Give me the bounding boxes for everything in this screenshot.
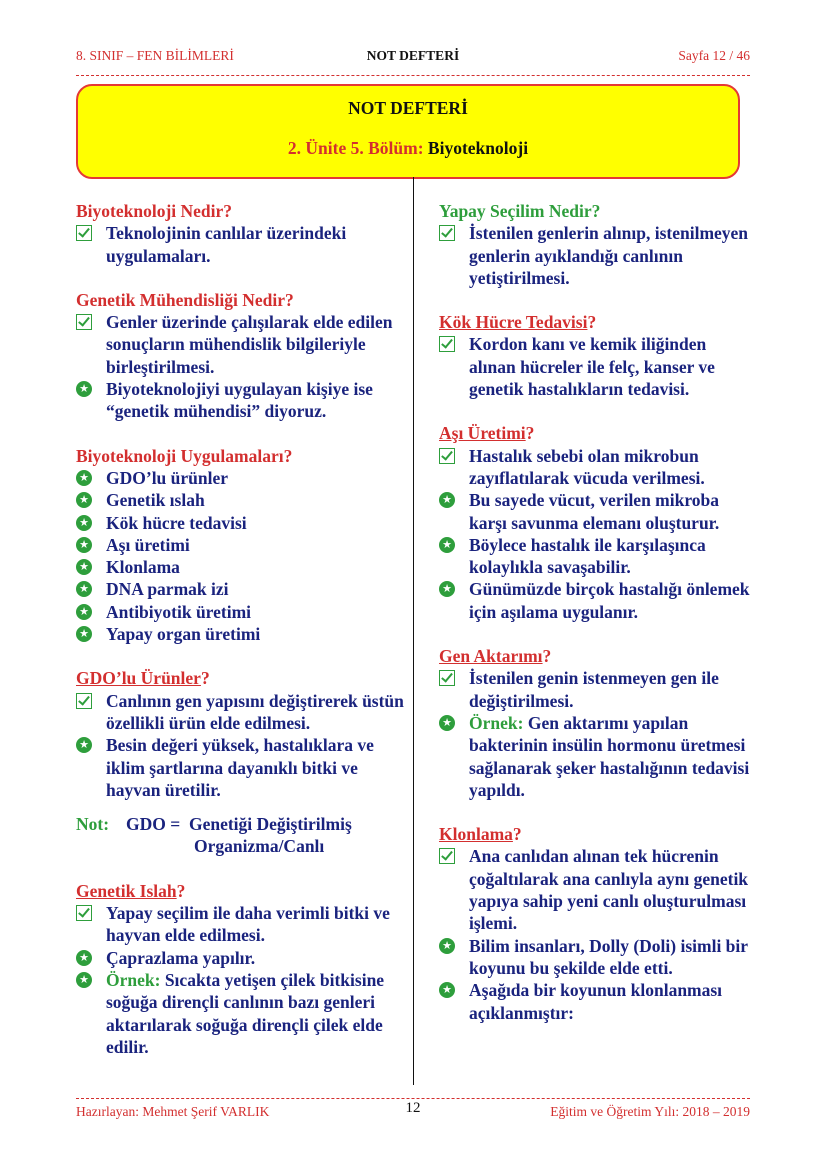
checkbox-icon bbox=[76, 693, 92, 709]
checkbox-icon bbox=[76, 225, 92, 241]
unit-label: 2. Ünite 5. Bölüm: bbox=[287, 138, 424, 158]
list-item: ★ Genetik ıslah bbox=[76, 489, 406, 511]
section-heading: Gen Aktarımı? bbox=[439, 646, 552, 667]
list-item: İstenilen genlerin alınıp, istenilmeyen genlerin ayıklandığı canlının yetiştirilmesi. bbox=[439, 222, 754, 289]
footer-author: Hazırlayan: Mehmet Şerif VARLIK bbox=[76, 1104, 270, 1119]
star-icon: ★ bbox=[76, 381, 92, 397]
page-header bbox=[76, 48, 750, 66]
example-label: Örnek: bbox=[469, 712, 524, 733]
footer-page-number: 12 bbox=[405, 1100, 421, 1116]
list-item: Hastalık sebebi olan mikrobun zayıflatılarak vücuda verilmesi. bbox=[439, 445, 754, 490]
list-item: ★ Kök hücre tedavisi bbox=[76, 512, 406, 534]
section-heading: Kök Hücre Tedavisi? bbox=[439, 312, 597, 333]
star-icon: ★ bbox=[76, 581, 92, 597]
list-item: Ana canlıdan alınan tek hücrenin çoğaltılarak ana canlıyla aynı genetik yapıya sahip yeni canlı oluşturulması işlemi. bbox=[439, 845, 754, 934]
star-icon: ★ bbox=[439, 715, 455, 731]
title-unit bbox=[78, 138, 738, 159]
checkbox-icon bbox=[439, 848, 455, 864]
checkbox-icon bbox=[439, 670, 455, 686]
header-page-number: Sayfa 12 / 46 bbox=[678, 48, 750, 63]
list-item: Kordon kanı ve kemik iliğinden alınan hücreler ile felç, kanser ve genetik hastalıkların tedavisi. bbox=[439, 333, 754, 400]
title-box bbox=[76, 84, 740, 179]
list-item: ★ Örnek: Sıcakta yetişen çilek bitkisine soğuğa dirençli canlının bazı genleri aktarılarak soğuğa dirençli çilek elde edilir. bbox=[76, 969, 406, 1058]
list-item: ★ Antibiyotik üretimi bbox=[76, 601, 406, 623]
checkbox-icon bbox=[439, 448, 455, 464]
note-line-1: GDO = Genetiği Değiştirilmiş bbox=[126, 814, 352, 835]
list-item: ★ Aşağıda bir koyunun klonlanması açıklanmıştır: bbox=[439, 979, 754, 1024]
list-item: ★ Aşı üretimi bbox=[76, 534, 406, 556]
footer-year: Eğitim ve Öğretim Yılı: 2018 – 2019 bbox=[550, 1104, 750, 1119]
star-icon: ★ bbox=[76, 626, 92, 642]
checkbox-icon bbox=[76, 314, 92, 330]
section-heading: Yapay Seçilim Nedir? bbox=[439, 201, 601, 221]
list-item: ★ Günümüzde birçok hastalığı önlemek için aşılama uygulanır. bbox=[439, 578, 754, 623]
list-item: Genler üzerinde çalışılarak elde edilen sonuçların mühendislik bilgileriyle birleştirilmesi. bbox=[76, 311, 406, 378]
star-icon: ★ bbox=[76, 737, 92, 753]
section-heading: GDO’lu Ürünler? bbox=[76, 668, 210, 689]
list-item: ★ Yapay organ üretimi bbox=[76, 623, 406, 645]
section-heading: Biyoteknoloji Uygulamaları? bbox=[76, 445, 293, 466]
page-footer bbox=[76, 1100, 750, 1122]
list-item: Teknolojinin canlılar üzerindeki uygulamaları. bbox=[76, 222, 406, 267]
star-icon: ★ bbox=[439, 492, 455, 508]
list-item: ★ Çaprazlama yapılır. bbox=[76, 947, 406, 969]
note-label: Not: bbox=[76, 814, 110, 835]
list-item: Canlının gen yapısını değiştirerek üstün özellikli ürün elde edilmesi. bbox=[76, 690, 406, 735]
header-title: NOT DEFTERİ bbox=[366, 48, 460, 63]
left-column bbox=[76, 200, 406, 1058]
star-icon: ★ bbox=[439, 581, 455, 597]
example-label: Örnek: bbox=[106, 969, 161, 990]
checkbox-icon bbox=[439, 336, 455, 352]
note-line-2: Organizma/Canlı bbox=[194, 836, 325, 857]
column-divider bbox=[413, 177, 414, 1085]
section-heading: Biyoteknoloji Nedir? bbox=[76, 201, 233, 221]
star-icon: ★ bbox=[76, 604, 92, 620]
list-item: İstenilen genin istenmeyen gen ile değiştirilmesi. bbox=[439, 667, 754, 712]
title-main: NOT DEFTERİ bbox=[348, 98, 468, 118]
unit-name: Biyoteknoloji bbox=[427, 138, 529, 158]
star-icon: ★ bbox=[76, 515, 92, 531]
list-item: ★ Klonlama bbox=[76, 556, 406, 578]
star-icon: ★ bbox=[439, 982, 455, 998]
star-icon: ★ bbox=[76, 470, 92, 486]
list-item: ★ DNA parmak izi bbox=[76, 578, 406, 600]
section-heading: Genetik Islah? bbox=[76, 880, 186, 901]
checkbox-icon bbox=[76, 905, 92, 921]
list-item: ★ Bilim insanları, Dolly (Doli) isimli bir koyunu bu şekilde elde etti. bbox=[439, 935, 754, 980]
list-item: ★ Böylece hastalık ile karşılaşınca kolaylıkla savaşabilir. bbox=[439, 534, 754, 579]
star-icon: ★ bbox=[439, 537, 455, 553]
list-item: ★ GDO’lu ürünler bbox=[76, 467, 406, 489]
list-item: ★ Örnek: Gen aktarımı yapılan bakterinin insülin hormonu üretmesi sağlanarak şeker hastalığının tedavisi yapıldı. bbox=[439, 712, 754, 801]
list-item: ★ Besin değeri yüksek, hastalıklara ve iklim şartlarına dayanıklı bitki ve hayvan üretilir. bbox=[76, 734, 406, 801]
star-icon: ★ bbox=[76, 559, 92, 575]
section-heading: Genetik Mühendisliği Nedir? bbox=[76, 289, 294, 310]
star-icon: ★ bbox=[76, 537, 92, 553]
list-item: ★ Bu sayede vücut, verilen mikroba karşı savunma elemanı oluşturur. bbox=[439, 489, 754, 534]
list-item: Yapay seçilim ile daha verimli bitki ve hayvan elde edilmesi. bbox=[76, 902, 406, 947]
section-heading: Aşı Üretimi? bbox=[439, 423, 535, 444]
section-heading: Klonlama? bbox=[439, 824, 522, 845]
star-icon: ★ bbox=[439, 938, 455, 954]
star-icon: ★ bbox=[76, 972, 92, 988]
right-column bbox=[439, 200, 754, 1024]
footer-divider bbox=[76, 1098, 750, 1099]
header-course: 8. SINIF – FEN BİLİMLERİ bbox=[76, 48, 234, 63]
star-icon: ★ bbox=[76, 492, 92, 508]
checkbox-icon bbox=[439, 225, 455, 241]
header-divider bbox=[76, 75, 750, 76]
list-item: ★ Biyoteknolojiyi uygulayan kişiye ise “genetik mühendisi” diyoruz. bbox=[76, 378, 406, 423]
note bbox=[76, 813, 406, 858]
star-icon: ★ bbox=[76, 950, 92, 966]
